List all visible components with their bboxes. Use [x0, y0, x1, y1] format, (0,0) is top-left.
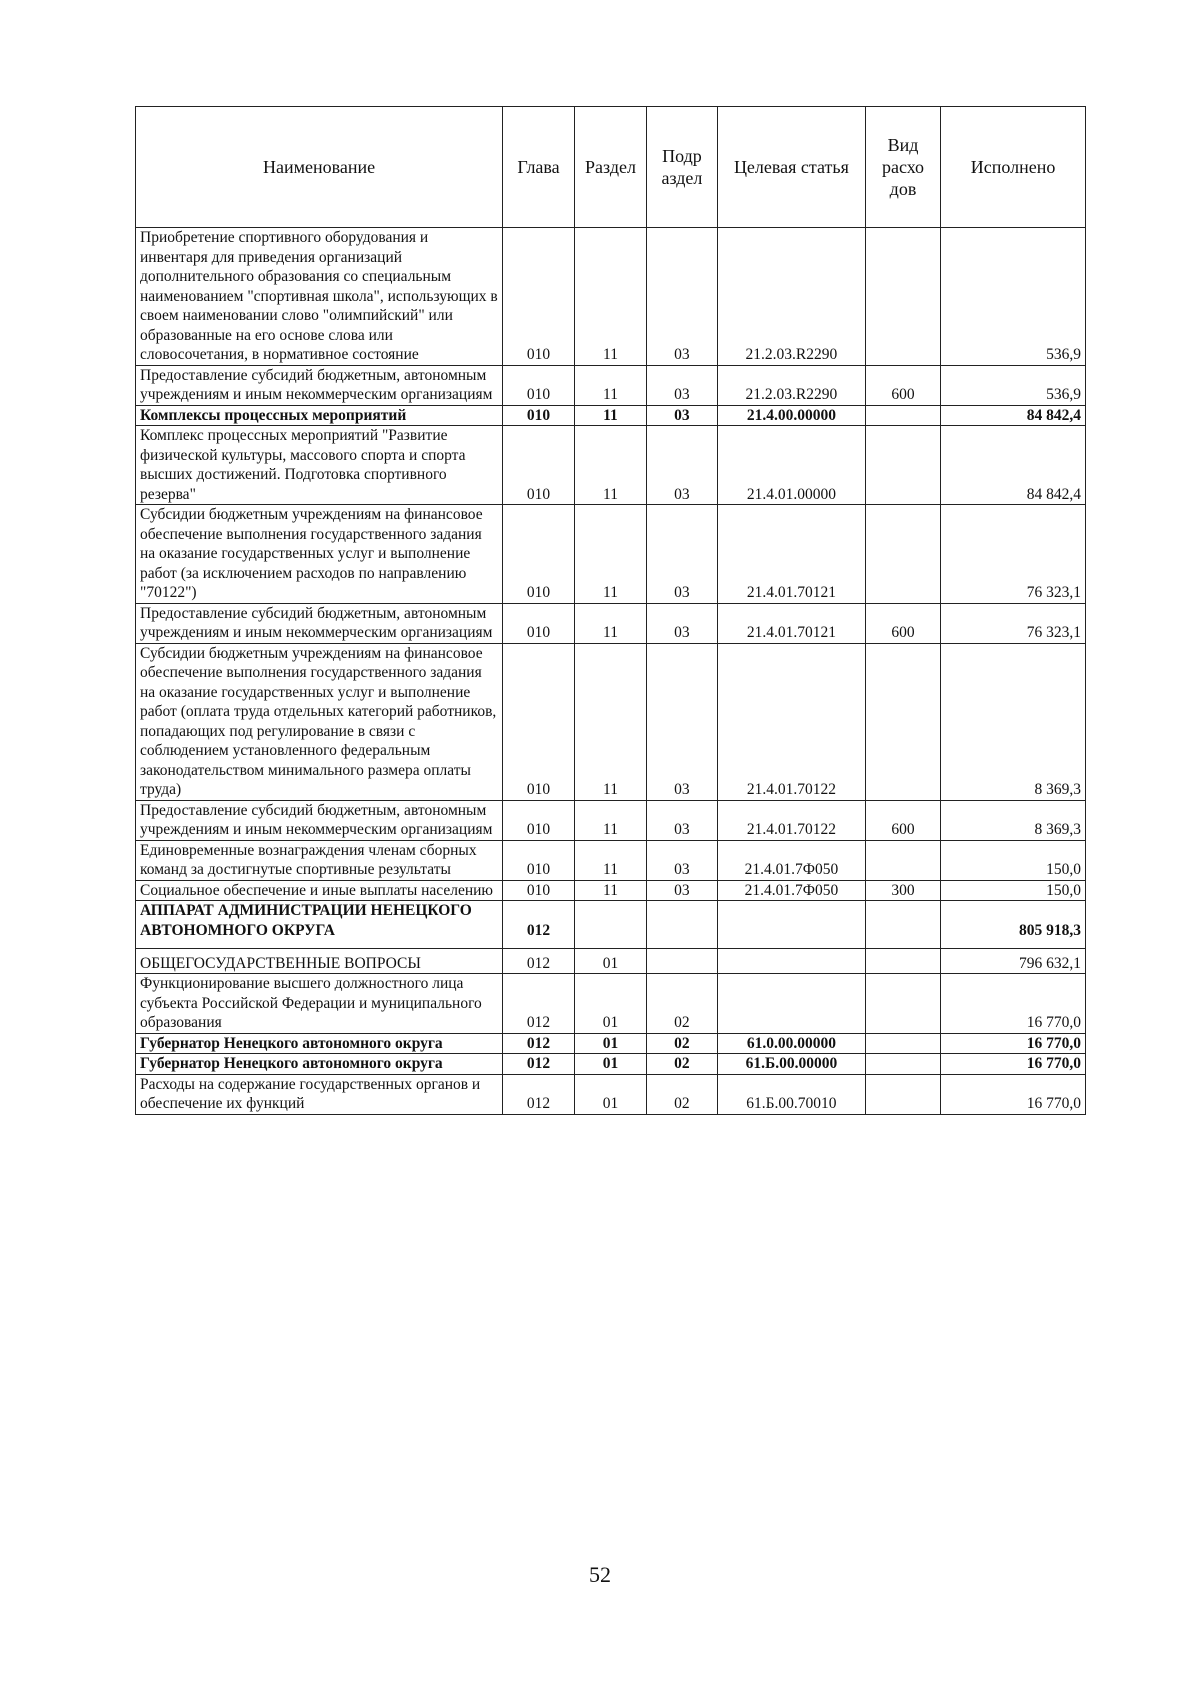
- cell-expense-type: 600: [865, 603, 940, 643]
- cell-section: 11: [575, 880, 647, 901]
- header-chapter: Глава: [503, 107, 575, 228]
- cell-name: Субсидии бюджетным учреждениям на финансовое обеспечение выполнения государственного задания на оказание государственных услуг и выполнение работ (за исключением расходов по направлению "70122"): [136, 505, 503, 604]
- cell-chapter: 010: [503, 643, 575, 800]
- cell-subsection: 02: [646, 1033, 717, 1054]
- cell-expense-type: [865, 1033, 940, 1054]
- cell-chapter: 010: [503, 505, 575, 604]
- table-row: [136, 603, 1086, 643]
- cell-chapter: 010: [503, 365, 575, 405]
- cell-expense-type: [865, 840, 940, 880]
- table-row: [136, 974, 1086, 1034]
- cell-executed: 76 323,1: [941, 603, 1086, 643]
- header-row: [136, 107, 1086, 228]
- cell-name: Субсидии бюджетным учреждениям на финансовое обеспечение выполнения государственного задания на оказание государственных услуг и выполнение работ (оплата труда отдельных категорий работников, попадающих под регулирование в связи с соблюдением установленного федеральным законодательством минимального размера оплаты труда): [136, 643, 503, 800]
- cell-subsection: 03: [646, 505, 717, 604]
- cell-target: 21.4.00.00000: [717, 405, 865, 426]
- table-row: [136, 880, 1086, 901]
- cell-subsection: 03: [646, 426, 717, 505]
- cell-chapter: 010: [503, 840, 575, 880]
- header-name: Наименование: [136, 107, 503, 228]
- cell-subsection: [646, 949, 717, 974]
- cell-executed: 150,0: [941, 840, 1086, 880]
- table-row: [136, 1054, 1086, 1075]
- cell-section: 11: [575, 505, 647, 604]
- table-row: [136, 365, 1086, 405]
- cell-expense-type: [865, 426, 940, 505]
- cell-chapter: 012: [503, 949, 575, 974]
- cell-name: Единовременные вознаграждения членам сборных команд за достигнутые спортивные результаты: [136, 840, 503, 880]
- header-target: Целевая статья: [717, 107, 865, 228]
- cell-name: Предоставление субсидий бюджетным, автономным учреждениям и иным некоммерческим организациям: [136, 603, 503, 643]
- cell-target: 61.Б.00.70010: [717, 1074, 865, 1114]
- cell-executed: 536,9: [941, 228, 1086, 366]
- cell-executed: 16 770,0: [941, 1054, 1086, 1075]
- cell-name: Расходы на содержание государственных органов и обеспечение их функций: [136, 1074, 503, 1114]
- table-row: [136, 426, 1086, 505]
- cell-subsection: 03: [646, 405, 717, 426]
- cell-section: 11: [575, 365, 647, 405]
- cell-executed: 76 323,1: [941, 505, 1086, 604]
- table-row: [136, 901, 1086, 949]
- cell-target: [717, 974, 865, 1034]
- cell-executed: 16 770,0: [941, 1074, 1086, 1114]
- cell-expense-type: [865, 405, 940, 426]
- cell-expense-type: 600: [865, 365, 940, 405]
- cell-target: 21.4.01.7Ф050: [717, 880, 865, 901]
- cell-name: Функционирование высшего должностного лица субъекта Российской Федерации и муниципального образования: [136, 974, 503, 1034]
- table-row: [136, 405, 1086, 426]
- cell-chapter: 010: [503, 426, 575, 505]
- cell-subsection: 02: [646, 1074, 717, 1114]
- cell-expense-type: [865, 1054, 940, 1075]
- table-row: [136, 228, 1086, 366]
- cell-executed: 536,9: [941, 365, 1086, 405]
- cell-executed: 8 369,3: [941, 800, 1086, 840]
- cell-subsection: 03: [646, 643, 717, 800]
- budget-table: [135, 106, 1086, 1115]
- table-row: [136, 840, 1086, 880]
- header-executed: Исполнено: [941, 107, 1086, 228]
- table-row: [136, 949, 1086, 974]
- cell-section: [575, 901, 647, 949]
- cell-section: 11: [575, 405, 647, 426]
- cell-target: 21.4.01.70121: [717, 505, 865, 604]
- cell-executed: 150,0: [941, 880, 1086, 901]
- cell-subsection: 03: [646, 365, 717, 405]
- cell-name: Предоставление субсидий бюджетным, автономным учреждениям и иным некоммерческим организациям: [136, 365, 503, 405]
- cell-expense-type: 300: [865, 880, 940, 901]
- cell-section: 11: [575, 800, 647, 840]
- cell-name: Комплекс процессных мероприятий "Развитие физической культуры, массового спорта и спорта высших достижений. Подготовка спортивного резерва": [136, 426, 503, 505]
- cell-section: 11: [575, 840, 647, 880]
- cell-subsection: 03: [646, 228, 717, 366]
- header-expense-type: Вид расхо дов: [865, 107, 940, 228]
- cell-name: АППАРАТ АДМИНИСТРАЦИИ НЕНЕЦКОГО АВТОНОМНОГО ОКРУГА: [136, 901, 503, 949]
- cell-target: 21.2.03.R2290: [717, 365, 865, 405]
- cell-section: 11: [575, 643, 647, 800]
- cell-executed: 16 770,0: [941, 1033, 1086, 1054]
- cell-section: 01: [575, 974, 647, 1034]
- cell-target: 21.4.01.70121: [717, 603, 865, 643]
- cell-chapter: 010: [503, 800, 575, 840]
- table-row: [136, 1074, 1086, 1114]
- cell-executed: 796 632,1: [941, 949, 1086, 974]
- cell-section: 11: [575, 426, 647, 505]
- cell-section: 11: [575, 603, 647, 643]
- cell-executed: 8 369,3: [941, 643, 1086, 800]
- cell-expense-type: [865, 228, 940, 366]
- cell-target: 21.4.01.70122: [717, 643, 865, 800]
- cell-subsection: [646, 901, 717, 949]
- header-subsection: Подр аздел: [646, 107, 717, 228]
- cell-target: 21.4.01.7Ф050: [717, 840, 865, 880]
- cell-section: 01: [575, 1054, 647, 1075]
- cell-chapter: 010: [503, 228, 575, 366]
- cell-subsection: 03: [646, 840, 717, 880]
- cell-name: Комплексы процессных мероприятий: [136, 405, 503, 426]
- cell-expense-type: [865, 974, 940, 1034]
- cell-target: 61.Б.00.00000: [717, 1054, 865, 1075]
- cell-chapter: 012: [503, 1054, 575, 1075]
- cell-chapter: 012: [503, 974, 575, 1034]
- table-row: [136, 800, 1086, 840]
- cell-subsection: 02: [646, 974, 717, 1034]
- cell-executed: 84 842,4: [941, 405, 1086, 426]
- cell-chapter: 010: [503, 603, 575, 643]
- cell-executed: 84 842,4: [941, 426, 1086, 505]
- cell-target: [717, 901, 865, 949]
- cell-executed: 805 918,3: [941, 901, 1086, 949]
- cell-section: 11: [575, 228, 647, 366]
- cell-subsection: 03: [646, 603, 717, 643]
- cell-executed: 16 770,0: [941, 974, 1086, 1034]
- cell-name: Приобретение спортивного оборудования и инвентаря для приведения организаций дополнительного образования со специальным наименованием "спортивная школа", использующих в своем наименовании слово "олимпийский" или образованные на его основе слова или словосочетания, в нормативное состояние: [136, 228, 503, 366]
- cell-expense-type: [865, 901, 940, 949]
- cell-expense-type: [865, 1074, 940, 1114]
- cell-name: Социальное обеспечение и иные выплаты населению: [136, 880, 503, 901]
- cell-expense-type: 600: [865, 800, 940, 840]
- cell-target: 61.0.00.00000: [717, 1033, 865, 1054]
- cell-expense-type: [865, 643, 940, 800]
- cell-section: 01: [575, 949, 647, 974]
- cell-chapter: 010: [503, 405, 575, 426]
- cell-target: 21.4.01.70122: [717, 800, 865, 840]
- cell-target: 21.2.03.R2290: [717, 228, 865, 366]
- cell-subsection: 03: [646, 880, 717, 901]
- cell-name: Губернатор Ненецкого автономного округа: [136, 1054, 503, 1075]
- page-number: 52: [589, 1562, 611, 1587]
- cell-section: 01: [575, 1074, 647, 1114]
- table-row: [136, 643, 1086, 800]
- cell-target: 21.4.01.00000: [717, 426, 865, 505]
- cell-name: Губернатор Ненецкого автономного округа: [136, 1033, 503, 1054]
- header-section: Раздел: [575, 107, 647, 228]
- cell-chapter: 010: [503, 880, 575, 901]
- cell-subsection: 02: [646, 1054, 717, 1075]
- cell-expense-type: [865, 505, 940, 604]
- cell-chapter: 012: [503, 1074, 575, 1114]
- cell-chapter: 012: [503, 1033, 575, 1054]
- table-row: [136, 505, 1086, 604]
- cell-subsection: 03: [646, 800, 717, 840]
- cell-target: [717, 949, 865, 974]
- cell-expense-type: [865, 949, 940, 974]
- cell-name: ОБЩЕГОСУДАРСТВЕННЫЕ ВОПРОСЫ: [136, 949, 503, 974]
- table-row: [136, 1033, 1086, 1054]
- cell-chapter: 012: [503, 901, 575, 949]
- cell-section: 01: [575, 1033, 647, 1054]
- cell-name: Предоставление субсидий бюджетным, автономным учреждениям и иным некоммерческим организациям: [136, 800, 503, 840]
